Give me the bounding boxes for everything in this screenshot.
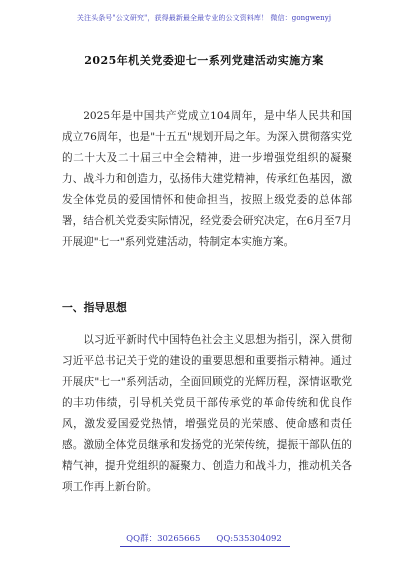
document-title: 2025年机关党委迎七一系列党建活动实施方案 [84,54,324,67]
footer-qq: QQ:535304092 [216,534,282,544]
section-heading-guiding-ideology: 一、指导思想 [62,301,127,314]
header-banner: 关注头条号"公文研究"，获得最新最全最专业的公文资料库！ 微信：gongwenyj [76,14,332,22]
footer-qq-group: QQ群：30265665 [126,534,201,544]
footer-underline [120,546,290,547]
intro-paragraph: 2025年是中国共产党成立104周年，是中华人民共和国成立76周年，也是"十五五"规划开局之年。为深入贯彻落实党的二十大及二十届三中全会精神，进一步增强党组织的凝聚力、战斗力和创造力，弘扬伟大建党精神，传承红色基因，激发全体党员的爱国情怀和使命担当，按照上级党委的总体部署，结合机关党委实际情况，经党委会研究决定，在6月至7月开展迎"七一"系列党建活动，特制定本实施方案。 [62,110,352,248]
footer-contact [0,532,408,544]
guiding-ideology-paragraph: 以习近平新时代中国特色社会主义思想为指引，深入贯彻习近平总书记关于党的建设的重要思想和重要指示精神。通过开展庆"七一"系列活动，全面回顾党的光辉历程，深情讴歌党的丰功伟绩，引导机关党员干部传承党的革命传统和优良作风，激发爱国爱党热情，增强党员的光荣感、使命感和责任感。激励全体党员继承和发扬党的光荣传统，提振干部队伍的精气神，提升党组织的凝聚力、创造力和战斗力，推动机关各项工作再上新台阶。 [62,334,352,493]
